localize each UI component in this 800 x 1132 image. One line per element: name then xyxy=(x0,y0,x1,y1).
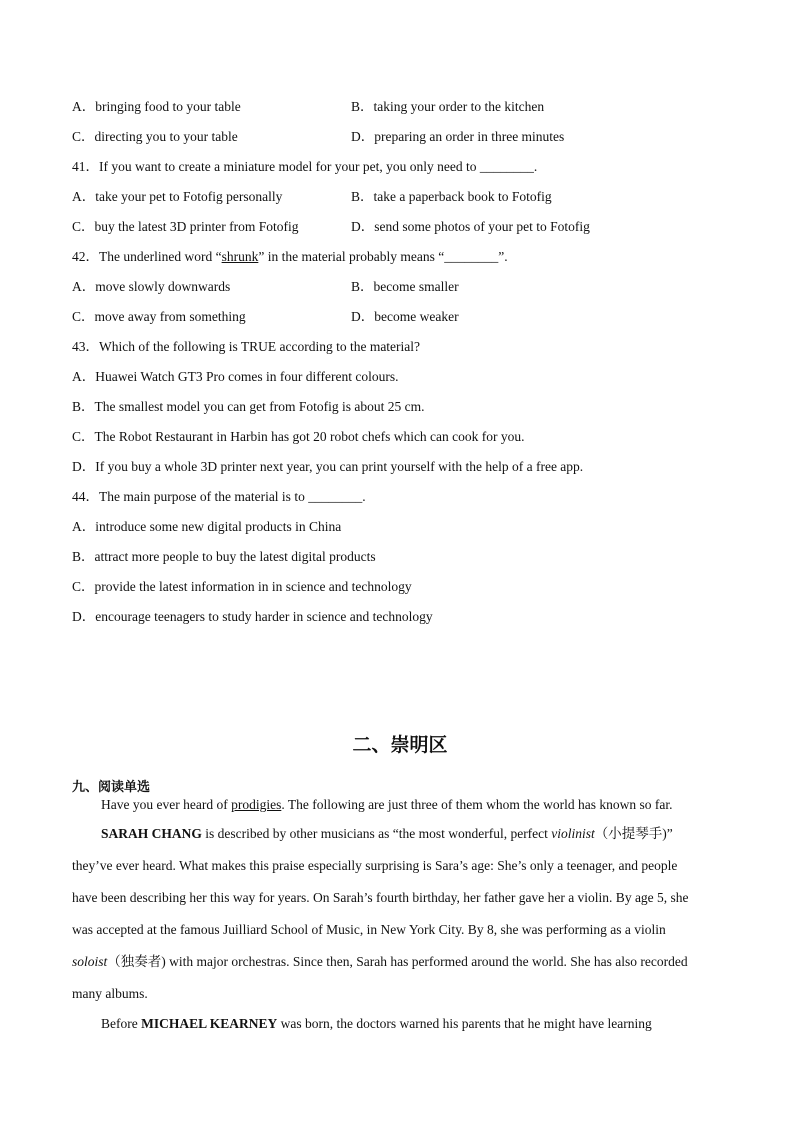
passage-p2-line5 xyxy=(72,953,722,971)
q40-option-d: D．preparing an order in three minutes xyxy=(351,129,565,144)
q41-stem: 41．If you want to create a miniature model for your pet, you only need to ________. xyxy=(72,159,538,174)
p2-name: SARAH CHANG xyxy=(101,826,202,841)
passage-p2-line6: many albums. xyxy=(72,986,148,1001)
p2-l5-post: （独奏者) with major orchestras. Since then, Sarah has performed around the world. She has also recorded xyxy=(107,954,688,969)
p3-post: was born, the doctors warned his parents that he might have learning xyxy=(277,1016,652,1031)
p1-pre: Have you ever heard of xyxy=(101,797,232,812)
q44-option-d: D．encourage teenagers to study harder in science and technology xyxy=(72,609,433,624)
q43-option-c: C．The Robot Restaurant in Harbin has got 20 robot chefs which can cook for you. xyxy=(72,429,525,444)
district-title: 二、崇明区 xyxy=(352,734,448,756)
q40-option-b: B．taking your order to the kitchen xyxy=(351,99,545,114)
p1-underlined-word: prodigies xyxy=(231,797,282,812)
q44-option-c: C．provide the latest information in in science and technology xyxy=(72,579,412,594)
passage-p2-line3: have been describing her this way for years. On Sarah’s fourth birthday, her father gave her a violin. By age 5, she xyxy=(72,890,689,905)
q41-option-d: D．send some photos of your pet to Fotofig xyxy=(351,219,590,234)
p3-name: MICHAEL KEARNEY xyxy=(141,1016,278,1031)
p3-pre: Before xyxy=(101,1016,142,1031)
q42-underlined-word: shrunk xyxy=(221,249,259,264)
q42-stem xyxy=(72,248,508,266)
q40-option-c: C．directing you to your table xyxy=(72,129,238,144)
q43-stem: 43．Which of the following is TRUE according to the material? xyxy=(72,339,421,354)
q41-option-c: C．buy the latest 3D printer from Fotofig xyxy=(72,219,299,234)
q43-option-b: B．The smallest model you can get from Fotofig is about 25 cm. xyxy=(72,399,425,414)
passage-p2-line2: they’ve ever heard. What makes this praise especially surprising is Sara’s age: She’s only a teenager, and people xyxy=(72,858,678,873)
q42-option-b: B．become smaller xyxy=(351,279,459,294)
passage-p2-line1 xyxy=(101,825,751,843)
p2-l1-post: （小提琴手)” xyxy=(594,826,673,841)
p1-post: . The following are just three of them whom the world has known so far. xyxy=(281,797,673,812)
q42-option-d: D．become weaker xyxy=(351,309,459,324)
section-heading: 九、阅读单选 xyxy=(72,780,151,795)
passage-p3-line1 xyxy=(101,1015,751,1033)
q43-option-d: D．If you buy a whole 3D printer next year, you can print yourself with the help of a free app. xyxy=(72,459,584,474)
passage-p2-line4: was accepted at the famous Juilliard School of Music, in New York City. By 8, she was performing as a violin xyxy=(72,922,666,937)
p2-l5-italic: soloist xyxy=(72,954,108,969)
q42-stem-post: ” in the material probably means “________”. xyxy=(258,249,508,264)
q44-option-a: A．introduce some new digital products in China xyxy=(72,519,342,534)
p2-l1-mid: is described by other musicians as “the most wonderful, perfect xyxy=(201,826,552,841)
q41-option-a: A．take your pet to Fotofig personally xyxy=(72,189,283,204)
q40-option-a: A．bringing food to your table xyxy=(72,99,241,114)
q44-stem: 44．The main purpose of the material is to ________. xyxy=(72,489,366,504)
q42-stem-pre: 42．The underlined word “ xyxy=(72,249,222,264)
p2-l1-italic: violinist xyxy=(551,826,595,841)
q43-option-a: A．Huawei Watch GT3 Pro comes in four different colours. xyxy=(72,369,399,384)
q44-option-b: B．attract more people to buy the latest digital products xyxy=(72,549,376,564)
q42-option-c: C．move away from something xyxy=(72,309,246,324)
q41-option-b: B．take a paperback book to Fotofig xyxy=(351,189,552,204)
q42-option-a: A．move slowly downwards xyxy=(72,279,231,294)
passage-p1 xyxy=(101,796,751,814)
